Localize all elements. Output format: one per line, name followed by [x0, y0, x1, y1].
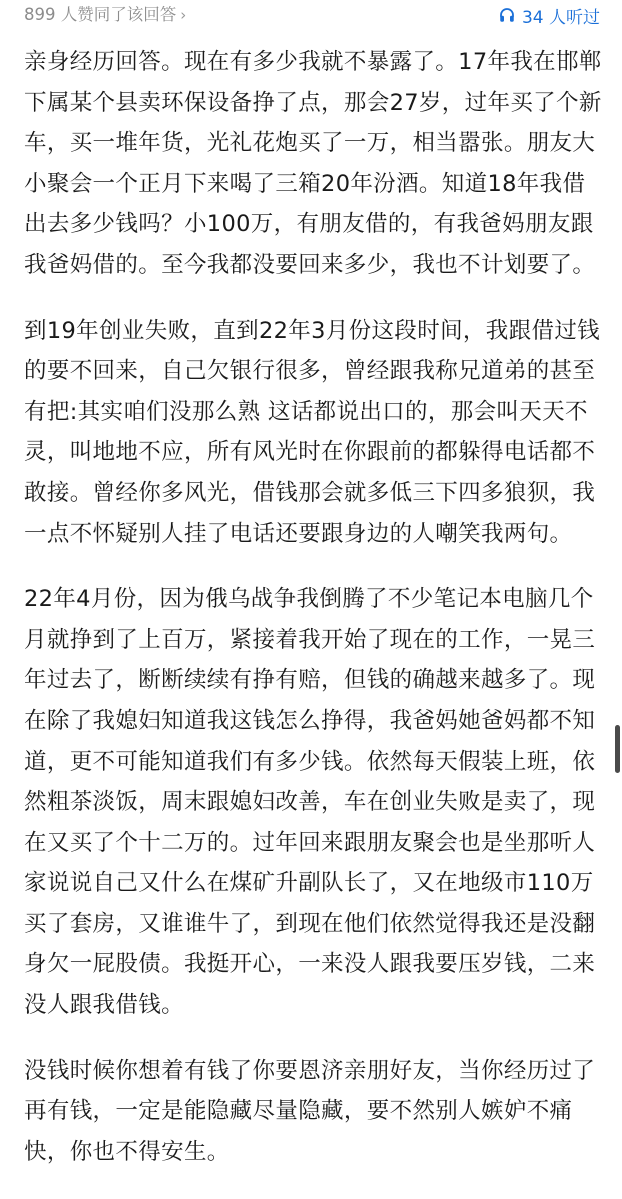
headphones-icon [498, 6, 516, 24]
answer-paragraph: 22年4月份，因为俄乌战争我倒腾了不少笔记本电脑几个月就挣到了上百万，紧接着我开始了现在的工作，一晃三年过去了，断断续续有挣有赔，但钱的确越来越多了。现在除了我媳妇知道我这钱怎么挣得，我爸妈她爸妈都不知道，更不可能知道我们有多少钱。依然每天假装上班，依然粗茶淡饭，周末跟媳妇改善，车在创业失败是卖了，现在又买了个十二万的。过年回来跟朋友聚会也是坐那听人家说说自己又什么在煤矿升副队长了，又在地级市110万买了套房，又谁谁牛了，到现在他们依然觉得我还是没翻身欠一屁股债。我挺开心，一来没人跟我要压岁钱，二来没人跟我借钱。 [24, 586, 596, 1019]
chevron-right-icon: › [180, 6, 187, 24]
scrollbar-thumb[interactable] [615, 725, 620, 773]
answer-paragraph: 没钱时候你想着有钱了你要恩济亲朋好友，当你经历过了再有钱，一定是能隐藏尽量隐藏，要不然别人嫉妒不痛快，你也不得安生。 [24, 1057, 596, 1165]
answer-body [24, 42, 608, 1197]
listen-count-button[interactable] [498, 3, 600, 27]
upvote-count-text: 899 人赞同了该回答 [24, 5, 177, 24]
answer-meta-bar [0, 0, 622, 30]
upvote-count-link[interactable] [24, 4, 186, 26]
answer-paragraph: 到19年创业失败，直到22年3月份这段时间，我跟借过钱的要不回来，自己欠银行很多，曾经跟我称兄道弟的甚至有把:其实咱们没那么熟 这话都说出口的，那会叫天天不灵，叫地地不应，所有风光时在你跟前的都躲得电话都不敢接。曾经你多风光，借钱那会就多低三下四多狼狈，我一点不怀疑别人挂了电话还要跟身边的人嘲笑我两句。 [24, 317, 601, 547]
listen-count-text: 34 人听过 [521, 7, 600, 28]
answer-paragraph: 亲身经历回答。现在有多少我就不暴露了。17年我在邯郸下属某个县卖环保设备挣了点，那会27岁，过年买了个新车，买一堆年货，光礼花炮买了一万，相当嚣张。朋友大小聚会一个正月下来喝了三箱20年汾酒。知道18年我借出去多少钱吗？小100万，有朋友借的，有我爸妈朋友跟我爸妈借的。至今我都没要回来多少，我也不计划要了。 [24, 49, 602, 278]
